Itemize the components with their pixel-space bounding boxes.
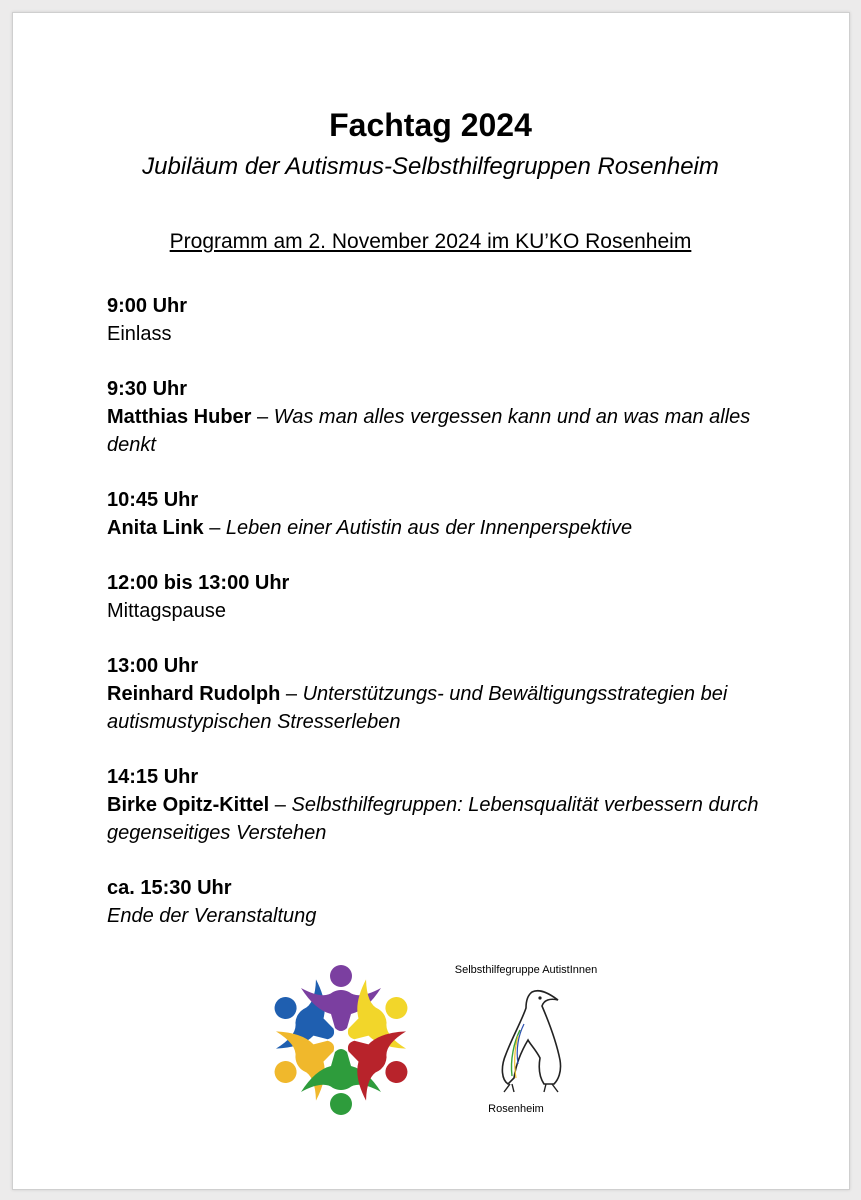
speaker-name: Matthias Huber [107,406,252,428]
entry-time: 9:00 Uhr [107,295,188,317]
speaker-name: Birke Opitz-Kittel [107,794,270,816]
talk-title: Selbsthilfegruppen: Lebensqualität verbessern durch gegenseitiges Verstehen [107,794,759,844]
entry-time: 12:00 bis 13:00 Uhr [107,572,290,594]
entry-time: 9:30 Uhr [107,378,188,400]
entry-text: Einlass [107,323,172,345]
entry-text: Mittagspause [107,600,226,622]
talk-title: Leben einer Autistin aus der Innenperspektive [225,517,633,539]
selfhelp-groups-logo [248,958,434,1122]
page-title: Fachtag 2024 [329,107,532,143]
talk-title: Was man alles vergessen kann und an was man alles denkt [107,406,751,456]
entry-talk-line [107,403,767,459]
entry-text: Ende der Veranstaltung [107,905,317,927]
schedule-entry [107,569,767,625]
dash: – [280,683,303,705]
entry-talk-line [107,791,767,847]
talk-title: Unterstützungs- und Bewältigungsstrategien bei autismustypischen Stresserleben [107,683,728,733]
schedule-entry [107,652,767,736]
entry-talk-line [107,680,767,736]
logo-group-name: Selbsthilfegruppe AutistInnen [454,964,598,976]
schedule-entry [107,763,767,847]
speaker-name: Anita Link [107,517,204,539]
entry-time: 10:45 Uhr [107,489,199,511]
dash: – [269,794,292,816]
schedule-entry [107,874,767,930]
schedule-entry [107,375,767,459]
logo-city: Rosenheim [488,1103,544,1115]
dash: – [251,406,274,428]
program-heading: Programm am 2. November 2024 im KU’KO Rosenheim [169,230,692,253]
penguin-icon [474,980,584,1100]
entry-talk-line [107,514,767,542]
dash: – [203,517,226,539]
entry-time: ca. 15:30 Uhr [107,877,232,899]
schedule-entry [107,486,767,542]
entry-time: 13:00 Uhr [107,655,199,677]
schedule-entry [107,292,767,348]
entry-time: 14:15 Uhr [107,766,199,788]
program-schedule [107,292,767,957]
autistinnen-group-logo [446,962,606,1122]
page-subtitle: Jubiläum der Autismus-Selbsthilfegruppen Rosenheim [142,153,719,180]
speaker-name: Reinhard Rudolph [107,683,281,705]
